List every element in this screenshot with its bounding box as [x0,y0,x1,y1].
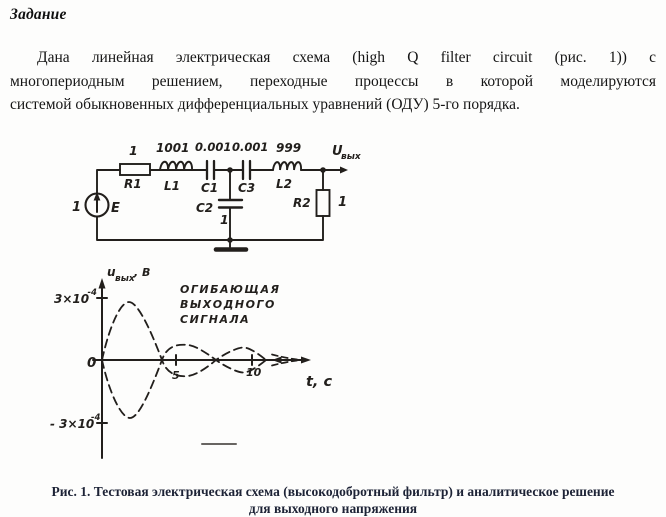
plot-y-axis-label-sub: вых [115,274,135,284]
c1-label: C1 [201,181,219,195]
capacitor-c1-plates [207,161,214,179]
source-value: 1 [72,200,82,215]
figure-caption [0,484,666,517]
paragraph-line: Дана линейная электрическая схема (high Q filter circuit (рис. 1)) с [37,49,656,66]
plot-labels [50,265,332,431]
y-tick-bottom-exp: -4 [91,413,101,423]
c3-value: 0.001 [232,140,269,154]
x-tick-5-label: 5 [172,369,180,382]
task-paragraph [10,46,656,117]
l2-value: 999 [276,141,302,155]
output-label-main: U [332,144,343,159]
output-label-sub: вых [341,152,361,162]
envelope-annotation-line: СИГНАЛА [180,313,251,326]
figure-drawing [50,136,372,464]
r2-value: 1 [338,195,348,210]
figure-1 [50,136,380,466]
plot-y-axis-label-main: u [107,265,116,279]
junction-dot [227,167,233,173]
page-title: Задание [10,6,67,23]
caption-line-2: для выходного напряжения [248,500,418,516]
envelope-annotation-line: ОГИБАЮЩАЯ [180,283,281,296]
l2-label: L2 [276,177,292,191]
inductor-l2-coil [273,162,301,170]
capacitor-c2-plates [219,200,242,208]
resistor-r2-body [317,190,330,216]
inductor-l1-coil [160,162,192,170]
output-arrowhead [340,167,348,174]
capacitor-c3-plates [243,161,250,179]
paragraph-line: многопериодным решением, переходные процессы в которой моделируются [10,72,656,90]
caption-line-1: Рис. 1. Тестовая электрическая схема (высокодобротный фильтр) и аналитическое решение [51,484,615,499]
y-tick-top-exp: -4 [87,288,97,298]
plot-y-axis-label-unit: , В [134,266,151,279]
c1-value: 0.001 [195,140,232,154]
r1-value: 1 [129,143,138,158]
r2-label: R2 [293,196,311,210]
x-tick-10-label: 10 [246,366,262,379]
plot-x-axis-label: t, c [306,374,333,390]
origin-label: 0 [87,355,97,371]
resistor-r1-body [120,164,150,175]
envelope-annotation-line: ВЫХОДНОГО [180,298,276,311]
paragraph-line: системой обыкновенных дифференциальных уравнений (ОДУ) 5-го порядка. [10,96,520,113]
c2-value: 1 [220,212,229,227]
junction-dot [320,167,326,173]
y-axis-arrowhead [99,278,106,289]
c3-label: C3 [238,181,256,195]
r1-label: R1 [124,177,142,191]
source-label: E [111,201,120,216]
l1-value: 1001 [156,141,190,155]
y-tick-bottom-base: - 3×10 [50,417,95,431]
l1-label: L1 [164,179,180,193]
envelope-end-arrowhead [272,357,282,364]
c2-label: C2 [196,201,214,215]
circuit-labels [72,140,362,227]
y-tick-top-base: 3×10 [54,292,90,306]
x-axis-arrowhead [301,357,311,364]
envelope-lower-curve [102,345,266,418]
